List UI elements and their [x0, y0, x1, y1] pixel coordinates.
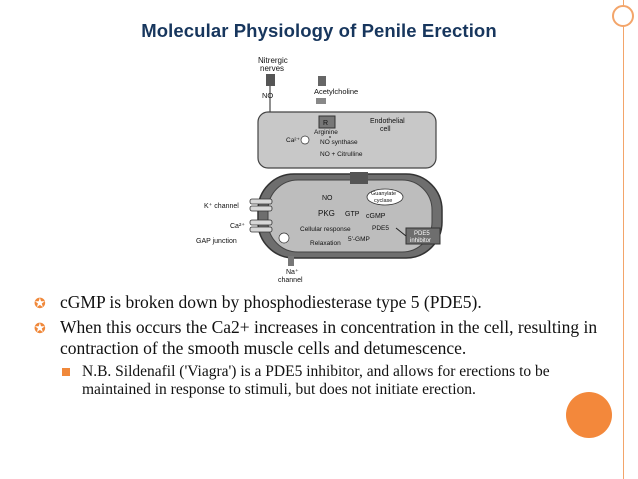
acetylcholine-vesicle — [316, 98, 326, 104]
label-receptor: R — [323, 120, 329, 127]
label-endothelial-cell: cell — [380, 126, 391, 133]
guanylate-box — [350, 172, 368, 184]
label-arginine: Arginine — [314, 129, 338, 136]
sub-bullet-item — [60, 363, 566, 399]
label-no-top: NO — [262, 91, 274, 100]
bullet-marker-icon: ✪ — [34, 322, 46, 337]
bullet-item — [34, 292, 614, 313]
label-inhibitor-box: inhibitor — [410, 238, 432, 244]
label-no-citrulline: NO + Citrulline — [320, 151, 363, 158]
erection-pathway-diagram — [190, 50, 460, 285]
na-channel — [288, 256, 294, 266]
label-nerves: nerves — [260, 64, 285, 73]
label-no-synthase: NO synthase — [320, 139, 358, 146]
label-cyclase: cyclase — [374, 198, 393, 204]
label-nitrergic: Nitrergic — [258, 56, 288, 65]
bullet-text: When this occurs the Ca2+ increases in concentration in the cell, resulting in contraction of the smooth muscle cells and detumescence. — [60, 317, 598, 358]
label-pde5: PDE5 — [372, 225, 389, 232]
bullet-list — [34, 292, 614, 399]
label-k-channel: K⁺ channel — [204, 203, 239, 210]
label-relaxation: Relaxation — [310, 240, 341, 247]
nerve-terminal — [266, 74, 275, 86]
label-endothelial: Endothelial — [370, 118, 405, 125]
label-pde5-box: PDE5 — [414, 231, 430, 237]
label-gtp: GTP — [345, 211, 360, 218]
sub-bullet-marker-icon — [62, 368, 70, 376]
label-na: Na⁺ — [286, 269, 299, 276]
acetylcholine-source — [318, 76, 326, 86]
label-no-muscle: NO — [322, 195, 333, 202]
label-5gmp: 5'-GMP — [348, 236, 370, 243]
slide-title: Molecular Physiology of Penile Erection — [141, 20, 497, 41]
label-acetylcholine: Acetylcholine — [314, 87, 359, 96]
bullet-item — [34, 317, 614, 359]
decorative-right-line — [623, 0, 624, 479]
label-gap-junction: GAP junction — [196, 238, 237, 245]
label-channel: channel — [278, 277, 303, 284]
label-cgmp: cGMP — [366, 213, 386, 220]
label-guanylate: Guanylate — [371, 191, 397, 197]
sub-bullet-text: N.B. Sildenafil ('Viagra') is a PDE5 inhibitor, and allows for erections to be maintained in response to stimuli, but does not initiate erection. — [82, 363, 550, 398]
label-ca-endo: Ca²⁺ — [286, 137, 300, 144]
bullet-marker-icon: ✪ — [34, 297, 46, 312]
label-pkg: PKG — [318, 209, 335, 218]
label-ca-muscle: Ca²⁺ — [230, 223, 245, 230]
label-cellular-response: Cellular response — [300, 226, 351, 233]
bullet-text: cGMP is broken down by phosphodiesterase type 5 (PDE5). — [60, 292, 482, 312]
